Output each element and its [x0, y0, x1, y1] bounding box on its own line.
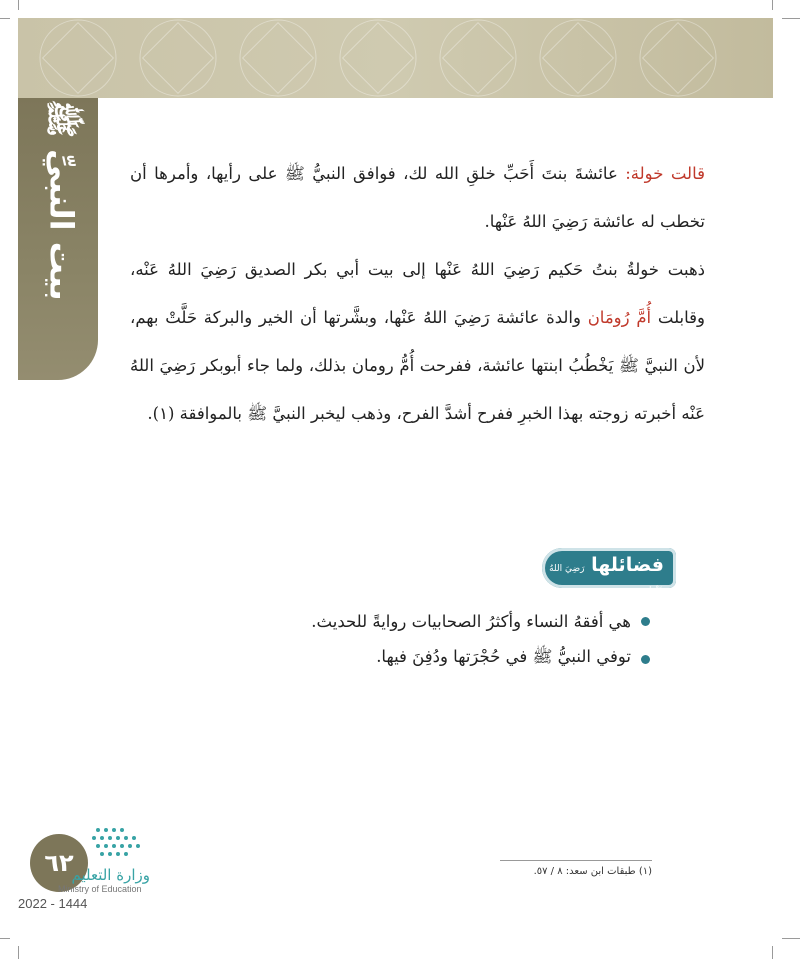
- paragraph-1-text: عائشةَ بنتَ أَحَبِّ خلقِ الله لك، فوافق النبيُّ ﷺ على رأيها، وأمرها أن تخطب له عائشة رَضِيَ اللهُ عَنْها.: [130, 164, 705, 231]
- paragraph-1: [130, 150, 705, 246]
- crop-mark: [18, 946, 19, 959]
- crop-mark: [772, 0, 773, 10]
- list-item-text: هي أفقهُ النساء وأكثرُ الصحابيات روايةً للحديث.: [311, 611, 631, 631]
- geometric-pattern: [18, 18, 773, 98]
- page-number: ٦٢: [44, 849, 74, 877]
- body-text: [130, 150, 705, 438]
- section-heading: [536, 548, 676, 596]
- footnote-divider: [500, 860, 652, 861]
- chapter-title: [20, 100, 96, 300]
- paragraph-2-text-after: والدة عائشة رَضِيَ اللهُ عَنْها، وبشَّرتها أن الخير والبركة حَلَّتْ بهم، لأن النبيَّ ﷺ يَخْطُبُ ابنتها عائشة، ففرحت أُمُّ رومان بذلك، ولما جاء أبوبكر رَضِيَ اللهُ عَنْه أخبرته زوجته بهذا الخبرِ ففرح أشدَّ الفرح، وذهب ليخبر النبيَّ ﷺ بالموافقة (١).: [130, 308, 705, 423]
- crop-mark: [772, 946, 773, 959]
- crop-mark: [0, 938, 10, 939]
- section-heading-label: فضائلها رَضِيَ اللهُ عَنْها: [549, 554, 664, 596]
- edition-year: 2022 - 1444: [18, 896, 88, 911]
- paragraph-2: [130, 246, 705, 438]
- highlight-name: أُمَّ رُومَان: [587, 308, 652, 327]
- footnote: (١) طبقات ابن سعد: ٨ / ٥٧.: [533, 866, 652, 877]
- list-item-text: توفي النبيُّ ﷺ في حُجْرَتها ودُفِنَ فيها.: [376, 647, 631, 666]
- header-band: [18, 18, 773, 98]
- ministry-logo-icon: [92, 824, 152, 864]
- ministry-name-english: Ministry of Education: [58, 884, 142, 894]
- chapter-title-text: بيت النبيِّ ﷺ: [43, 99, 81, 301]
- virtues-list: [250, 602, 650, 678]
- honorific-text: رَضِيَ اللهُ عَنْها: [549, 564, 664, 596]
- bullet-dot-icon: [641, 655, 650, 664]
- list-item: [250, 640, 650, 678]
- ministry-name-arabic: وزارة التعليم: [71, 866, 150, 884]
- paragraph-2-text-before: ذهبت خولةُ بنتُ حَكيم رَضِيَ اللهُ عَنْها إلى بيت أبي بكر الصديق رَضِيَ اللهُ عَنْه، وقابلت: [130, 260, 706, 327]
- crop-mark: [782, 18, 800, 19]
- crop-mark: [0, 18, 10, 19]
- crop-mark: [18, 0, 19, 10]
- crop-mark: [782, 938, 800, 939]
- list-item: [250, 602, 650, 640]
- speaker-label: قالت خولة:: [625, 164, 706, 183]
- bullet-dot-icon: [641, 617, 650, 626]
